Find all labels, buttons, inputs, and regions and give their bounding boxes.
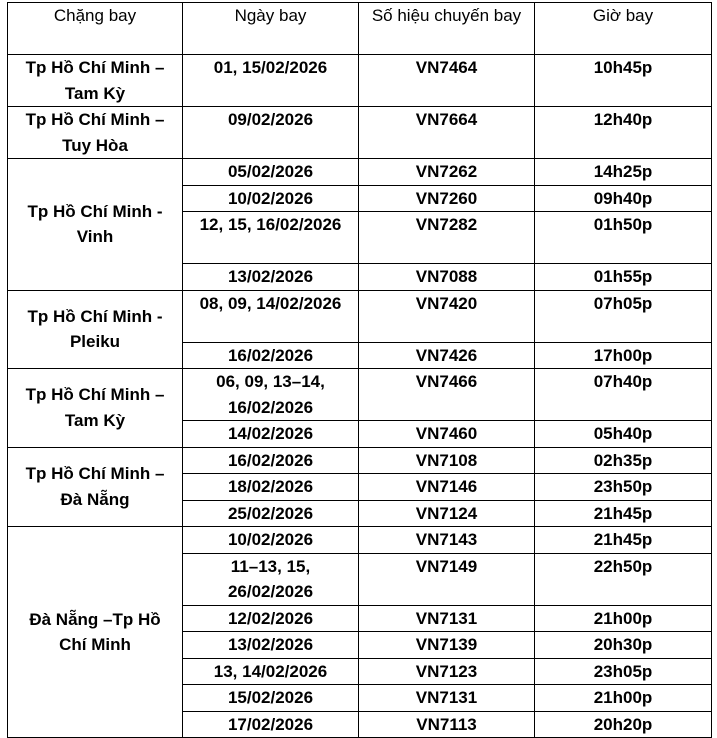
date-cell: 11–13, 15, 26/02/2026	[183, 553, 359, 605]
time-cell: 12h40p	[535, 107, 712, 159]
date-cell: 15/02/2026	[183, 685, 359, 712]
flight-number-cell: VN7262	[359, 159, 535, 186]
flight-number-cell: VN7149	[359, 553, 535, 605]
table-row	[8, 55, 712, 107]
time-cell: 23h50p	[535, 474, 712, 501]
date-cell: 25/02/2026	[183, 500, 359, 527]
header-date: Ngày bay	[183, 3, 359, 55]
flight-number-cell: VN7131	[359, 685, 535, 712]
time-cell: 21h00p	[535, 605, 712, 632]
flight-number-cell: VN7124	[359, 500, 535, 527]
route-cell: Tp Hồ Chí Minh – Tam Kỳ	[8, 55, 183, 107]
table-header	[8, 3, 712, 55]
header-route: Chặng bay	[8, 3, 183, 55]
date-cell: 17/02/2026	[183, 711, 359, 738]
table-row	[8, 159, 712, 186]
flight-number-cell: VN7282	[359, 212, 535, 264]
flight-number-cell: VN7108	[359, 447, 535, 474]
time-cell: 07h05p	[535, 290, 712, 342]
time-cell: 01h50p	[535, 212, 712, 264]
time-cell: 20h20p	[535, 711, 712, 738]
date-cell: 10/02/2026	[183, 527, 359, 554]
flight-number-cell: VN7146	[359, 474, 535, 501]
table-row	[8, 290, 712, 342]
flight-number-cell: VN7426	[359, 342, 535, 369]
flight-number-cell: VN7420	[359, 290, 535, 342]
header-time: Giờ bay	[535, 3, 712, 55]
time-cell: 17h00p	[535, 342, 712, 369]
route-cell: Tp Hồ Chí Minh - Pleiku	[8, 290, 183, 369]
route-cell: Tp Hồ Chí Minh – Đà Nẵng	[8, 447, 183, 527]
flight-number-cell: VN7123	[359, 658, 535, 685]
flight-number-cell: VN7464	[359, 55, 535, 107]
date-cell: 08, 09, 14/02/2026	[183, 290, 359, 342]
date-cell: 01, 15/02/2026	[183, 55, 359, 107]
table-body	[8, 55, 712, 738]
route-cell: Đà Nẵng –Tp Hồ Chí Minh	[8, 527, 183, 738]
header-row	[8, 3, 712, 55]
date-cell: 13, 14/02/2026	[183, 658, 359, 685]
date-cell: 12, 15, 16/02/2026	[183, 212, 359, 264]
date-cell: 05/02/2026	[183, 159, 359, 186]
time-cell: 07h40p	[535, 369, 712, 421]
date-cell: 18/02/2026	[183, 474, 359, 501]
time-cell: 21h00p	[535, 685, 712, 712]
table-row	[8, 527, 712, 554]
time-cell: 23h05p	[535, 658, 712, 685]
table-row	[8, 107, 712, 159]
time-cell: 14h25p	[535, 159, 712, 186]
date-cell: 06, 09, 13–14, 16/02/2026	[183, 369, 359, 421]
flight-number-cell: VN7131	[359, 605, 535, 632]
flight-number-cell: VN7260	[359, 185, 535, 212]
time-cell: 22h50p	[535, 553, 712, 605]
time-cell: 21h45p	[535, 527, 712, 554]
date-cell: 16/02/2026	[183, 342, 359, 369]
date-cell: 12/02/2026	[183, 605, 359, 632]
date-cell: 10/02/2026	[183, 185, 359, 212]
flight-schedule-table	[7, 2, 712, 738]
date-cell: 14/02/2026	[183, 421, 359, 448]
time-cell: 20h30p	[535, 632, 712, 659]
flight-number-cell: VN7460	[359, 421, 535, 448]
table-row	[8, 369, 712, 421]
date-cell: 09/02/2026	[183, 107, 359, 159]
date-cell: 13/02/2026	[183, 264, 359, 291]
flight-number-cell: VN7143	[359, 527, 535, 554]
route-cell: Tp Hồ Chí Minh - Vinh	[8, 159, 183, 291]
route-cell: Tp Hồ Chí Minh – Tam Kỳ	[8, 369, 183, 448]
header-flight-number: Số hiệu chuyến bay	[359, 3, 535, 55]
flight-number-cell: VN7088	[359, 264, 535, 291]
flight-number-cell: VN7113	[359, 711, 535, 738]
time-cell: 02h35p	[535, 447, 712, 474]
time-cell: 01h55p	[535, 264, 712, 291]
flight-number-cell: VN7139	[359, 632, 535, 659]
time-cell: 09h40p	[535, 185, 712, 212]
route-cell: Tp Hồ Chí Minh – Tuy Hòa	[8, 107, 183, 159]
time-cell: 21h45p	[535, 500, 712, 527]
flight-number-cell: VN7664	[359, 107, 535, 159]
table-row	[8, 447, 712, 474]
flight-number-cell: VN7466	[359, 369, 535, 421]
time-cell: 10h45p	[535, 55, 712, 107]
date-cell: 13/02/2026	[183, 632, 359, 659]
date-cell: 16/02/2026	[183, 447, 359, 474]
time-cell: 05h40p	[535, 421, 712, 448]
